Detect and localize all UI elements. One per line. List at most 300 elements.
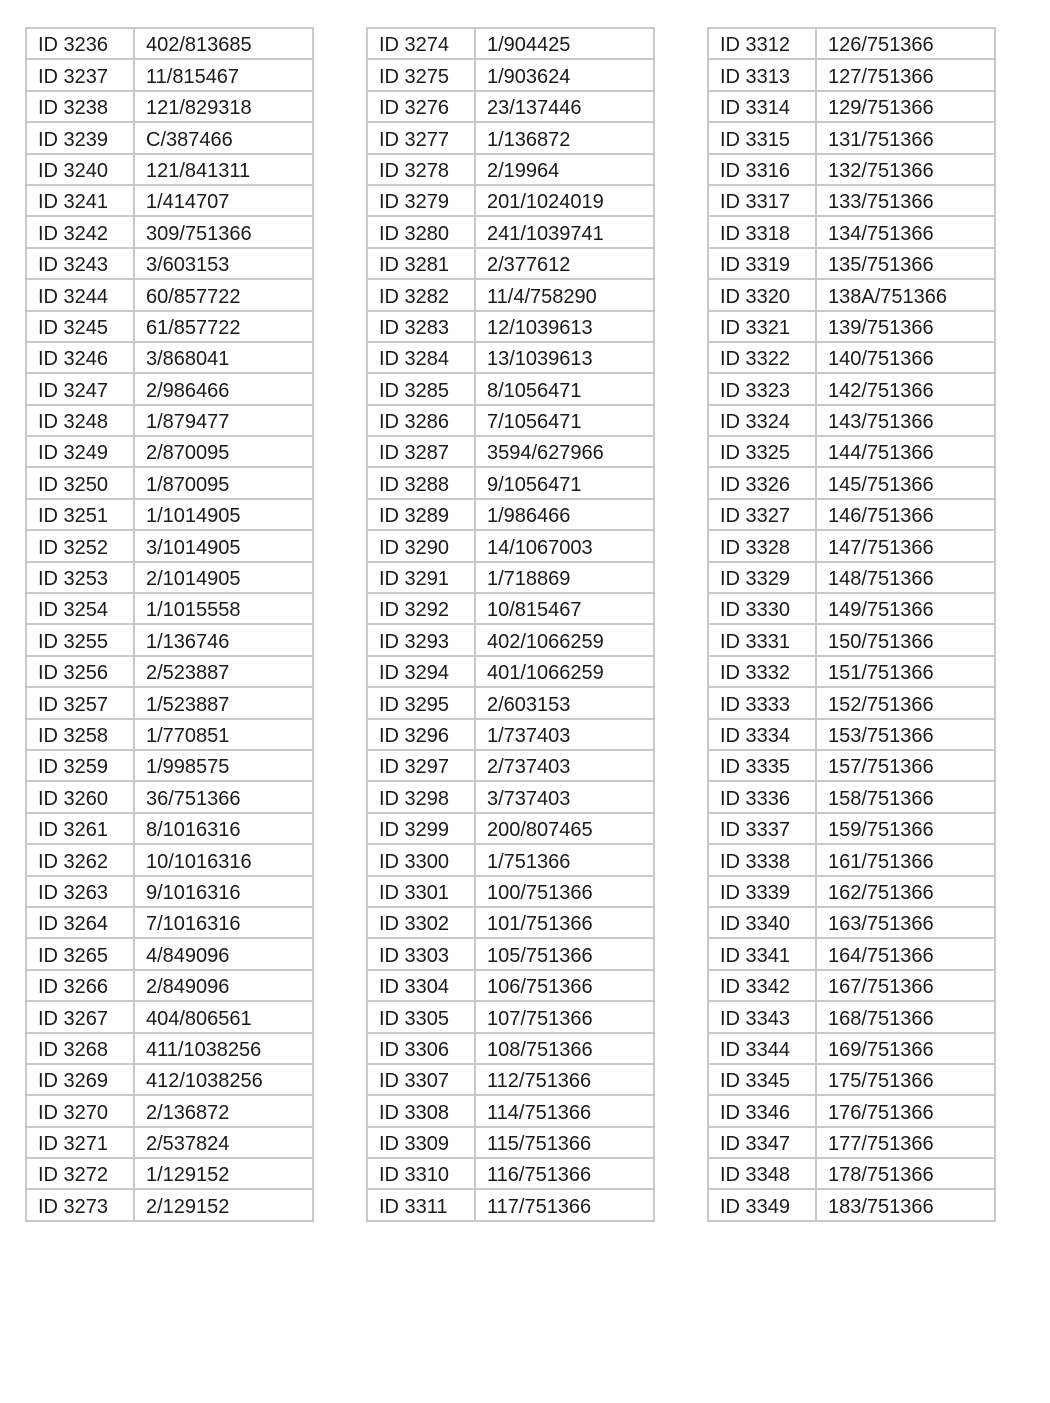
table-row — [367, 248, 654, 279]
table-row — [367, 1127, 654, 1158]
table-row — [367, 1001, 654, 1032]
id-cell: ID 3240 — [26, 154, 134, 185]
reference-cell: 9/1056471 — [475, 467, 654, 498]
reference-cell: 117/751366 — [475, 1189, 654, 1220]
id-cell: ID 3330 — [708, 593, 816, 624]
id-cell: ID 3253 — [26, 562, 134, 593]
id-cell: ID 3265 — [26, 938, 134, 969]
id-cell: ID 3286 — [367, 405, 475, 436]
table-row — [708, 593, 995, 624]
table-row — [367, 1033, 654, 1064]
table-row — [26, 562, 313, 593]
id-cell: ID 3281 — [367, 248, 475, 279]
reference-cell: 2/870095 — [134, 436, 313, 467]
reference-cell: 1/737403 — [475, 719, 654, 750]
id-cell: ID 3236 — [26, 28, 134, 59]
table-row — [367, 1158, 654, 1189]
reference-cell: 164/751366 — [816, 938, 995, 969]
id-cell: ID 3239 — [26, 122, 134, 153]
id-cell: ID 3336 — [708, 781, 816, 812]
table-row — [367, 970, 654, 1001]
reference-cell: 2/129152 — [134, 1189, 313, 1220]
id-cell: ID 3289 — [367, 499, 475, 530]
id-cell: ID 3337 — [708, 813, 816, 844]
reference-cell: 1/129152 — [134, 1158, 313, 1189]
id-cell: ID 3318 — [708, 216, 816, 247]
reference-cell: 1/904425 — [475, 28, 654, 59]
reference-cell: 106/751366 — [475, 970, 654, 1001]
reference-cell: 112/751366 — [475, 1064, 654, 1095]
id-cell: ID 3261 — [26, 813, 134, 844]
id-cell: ID 3327 — [708, 499, 816, 530]
id-cell: ID 3333 — [708, 687, 816, 718]
reference-cell: 114/751366 — [475, 1095, 654, 1126]
table-row — [367, 1095, 654, 1126]
id-cell: ID 3325 — [708, 436, 816, 467]
table-row — [367, 405, 654, 436]
table-row — [367, 216, 654, 247]
reference-cell: 1/1015558 — [134, 593, 313, 624]
reference-cell: 151/751366 — [816, 656, 995, 687]
table-row — [26, 1158, 313, 1189]
reference-cell: 402/1066259 — [475, 624, 654, 655]
reference-cell: 116/751366 — [475, 1158, 654, 1189]
table-row — [26, 185, 313, 216]
reference-cell: 11/4/758290 — [475, 279, 654, 310]
table-row — [708, 781, 995, 812]
id-cell: ID 3268 — [26, 1033, 134, 1064]
table-row — [708, 938, 995, 969]
reference-cell: 139/751366 — [816, 311, 995, 342]
table-row — [708, 530, 995, 561]
id-cell: ID 3287 — [367, 436, 475, 467]
reference-cell: 140/751366 — [816, 342, 995, 373]
id-cell: ID 3314 — [708, 91, 816, 122]
reference-cell: 2/377612 — [475, 248, 654, 279]
reference-cell: 10/1016316 — [134, 844, 313, 875]
id-cell: ID 3338 — [708, 844, 816, 875]
id-cell: ID 3321 — [708, 311, 816, 342]
table-row — [367, 781, 654, 812]
reference-cell: 2/523887 — [134, 656, 313, 687]
table-row — [367, 91, 654, 122]
table-row — [708, 467, 995, 498]
table-row — [708, 970, 995, 1001]
id-cell: ID 3244 — [26, 279, 134, 310]
table-row — [367, 750, 654, 781]
table-row — [708, 624, 995, 655]
reference-cell: 401/1066259 — [475, 656, 654, 687]
table-row — [367, 1189, 654, 1220]
id-cell: ID 3260 — [26, 781, 134, 812]
table-row — [367, 342, 654, 373]
id-cell: ID 3301 — [367, 876, 475, 907]
id-cell: ID 3346 — [708, 1095, 816, 1126]
id-cell: ID 3245 — [26, 311, 134, 342]
table-row — [708, 342, 995, 373]
reference-cell: 23/137446 — [475, 91, 654, 122]
table-row — [26, 813, 313, 844]
table-row — [367, 1064, 654, 1095]
id-cell: ID 3293 — [367, 624, 475, 655]
id-cell: ID 3339 — [708, 876, 816, 907]
id-cell: ID 3307 — [367, 1064, 475, 1095]
table-row — [367, 59, 654, 90]
table-row — [708, 248, 995, 279]
table-row — [26, 59, 313, 90]
reference-cell: 3594/627966 — [475, 436, 654, 467]
reference-cell: 1/870095 — [134, 467, 313, 498]
table-row — [367, 28, 654, 59]
table-row — [708, 750, 995, 781]
id-cell: ID 3254 — [26, 593, 134, 624]
reference-cell: 100/751366 — [475, 876, 654, 907]
table-row — [26, 624, 313, 655]
table-row — [708, 1189, 995, 1220]
table-row — [26, 436, 313, 467]
table-row — [367, 687, 654, 718]
table-row — [26, 1095, 313, 1126]
id-cell: ID 3323 — [708, 373, 816, 404]
id-cell: ID 3320 — [708, 279, 816, 310]
table-row — [26, 467, 313, 498]
reference-cell: 8/1016316 — [134, 813, 313, 844]
reference-cell: 1/1014905 — [134, 499, 313, 530]
id-cell: ID 3347 — [708, 1127, 816, 1158]
table-row — [708, 216, 995, 247]
reference-cell: 4/849096 — [134, 938, 313, 969]
reference-cell: 402/813685 — [134, 28, 313, 59]
reference-cell: 135/751366 — [816, 248, 995, 279]
table-row — [708, 311, 995, 342]
reference-cell: 8/1056471 — [475, 373, 654, 404]
reference-cell: 2/537824 — [134, 1127, 313, 1158]
table-row — [708, 844, 995, 875]
reference-cell: 9/1016316 — [134, 876, 313, 907]
id-cell: ID 3302 — [367, 907, 475, 938]
id-cell: ID 3257 — [26, 687, 134, 718]
id-cell: ID 3319 — [708, 248, 816, 279]
reference-cell: 167/751366 — [816, 970, 995, 1001]
table-row — [26, 719, 313, 750]
id-cell: ID 3276 — [367, 91, 475, 122]
id-cell: ID 3259 — [26, 750, 134, 781]
id-cell: ID 3341 — [708, 938, 816, 969]
reference-cell: 157/751366 — [816, 750, 995, 781]
id-cell: ID 3262 — [26, 844, 134, 875]
reference-cell: 1/136746 — [134, 624, 313, 655]
reference-cell: 3/737403 — [475, 781, 654, 812]
table-row — [26, 154, 313, 185]
reference-cell: 178/751366 — [816, 1158, 995, 1189]
id-cell: ID 3298 — [367, 781, 475, 812]
id-cell: ID 3241 — [26, 185, 134, 216]
table-row — [708, 436, 995, 467]
reference-cell: 1/523887 — [134, 687, 313, 718]
reference-cell: 12/1039613 — [475, 311, 654, 342]
id-cell: ID 3246 — [26, 342, 134, 373]
table-row — [367, 373, 654, 404]
reference-cell: 1/751366 — [475, 844, 654, 875]
id-cell: ID 3255 — [26, 624, 134, 655]
table-row — [26, 28, 313, 59]
table-row — [26, 907, 313, 938]
table-row — [26, 1127, 313, 1158]
id-cell: ID 3291 — [367, 562, 475, 593]
reference-cell: 145/751366 — [816, 467, 995, 498]
table-row — [708, 907, 995, 938]
table-row — [26, 1064, 313, 1095]
table-row — [26, 970, 313, 1001]
reference-cell: 149/751366 — [816, 593, 995, 624]
id-cell: ID 3266 — [26, 970, 134, 1001]
id-cell: ID 3248 — [26, 405, 134, 436]
id-cell: ID 3280 — [367, 216, 475, 247]
reference-cell: 1/136872 — [475, 122, 654, 153]
id-cell: ID 3329 — [708, 562, 816, 593]
reference-cell: 131/751366 — [816, 122, 995, 153]
reference-cell: 138A/751366 — [816, 279, 995, 310]
table-row — [26, 248, 313, 279]
reference-cell: 2/1014905 — [134, 562, 313, 593]
id-cell: ID 3311 — [367, 1189, 475, 1220]
table-row — [367, 530, 654, 561]
id-cell: ID 3294 — [367, 656, 475, 687]
reference-cell: 162/751366 — [816, 876, 995, 907]
reference-cell: 13/1039613 — [475, 342, 654, 373]
reference-cell: 158/751366 — [816, 781, 995, 812]
id-cell: ID 3285 — [367, 373, 475, 404]
table-row — [708, 1064, 995, 1095]
table-row — [708, 1158, 995, 1189]
table-row — [367, 279, 654, 310]
table-row — [708, 1001, 995, 1032]
table-row — [367, 122, 654, 153]
reference-cell: 163/751366 — [816, 907, 995, 938]
id-table-column-3 — [707, 27, 994, 1222]
table-row — [367, 624, 654, 655]
table-row — [26, 216, 313, 247]
reference-cell: 153/751366 — [816, 719, 995, 750]
reference-cell: 168/751366 — [816, 1001, 995, 1032]
id-table — [25, 27, 314, 1222]
id-cell: ID 3328 — [708, 530, 816, 561]
id-cell: ID 3282 — [367, 279, 475, 310]
reference-cell: 1/998575 — [134, 750, 313, 781]
reference-cell: 1/986466 — [475, 499, 654, 530]
id-cell: ID 3279 — [367, 185, 475, 216]
reference-cell: 404/806561 — [134, 1001, 313, 1032]
table-row — [708, 813, 995, 844]
reference-cell: 183/751366 — [816, 1189, 995, 1220]
table-row — [708, 656, 995, 687]
id-cell: ID 3256 — [26, 656, 134, 687]
table-row — [26, 1001, 313, 1032]
id-cell: ID 3316 — [708, 154, 816, 185]
table-row — [367, 844, 654, 875]
table-row — [26, 938, 313, 969]
id-cell: ID 3272 — [26, 1158, 134, 1189]
reference-cell: 241/1039741 — [475, 216, 654, 247]
table-row — [367, 876, 654, 907]
id-cell: ID 3251 — [26, 499, 134, 530]
id-cell: ID 3305 — [367, 1001, 475, 1032]
id-cell: ID 3264 — [26, 907, 134, 938]
reference-cell: 3/868041 — [134, 342, 313, 373]
id-cell: ID 3304 — [367, 970, 475, 1001]
reference-cell: 107/751366 — [475, 1001, 654, 1032]
id-cell: ID 3348 — [708, 1158, 816, 1189]
reference-cell: 121/841311 — [134, 154, 313, 185]
id-cell: ID 3343 — [708, 1001, 816, 1032]
id-cell: ID 3345 — [708, 1064, 816, 1095]
reference-cell: 11/815467 — [134, 59, 313, 90]
reference-cell: 1/718869 — [475, 562, 654, 593]
reference-cell: 3/1014905 — [134, 530, 313, 561]
table-row — [26, 405, 313, 436]
reference-cell: 2/849096 — [134, 970, 313, 1001]
reference-cell: 2/986466 — [134, 373, 313, 404]
id-cell: ID 3334 — [708, 719, 816, 750]
table-row — [708, 91, 995, 122]
id-cell: ID 3335 — [708, 750, 816, 781]
reference-cell: 121/829318 — [134, 91, 313, 122]
table-row — [708, 687, 995, 718]
id-cell: ID 3313 — [708, 59, 816, 90]
id-cell: ID 3258 — [26, 719, 134, 750]
id-cell: ID 3295 — [367, 687, 475, 718]
table-row — [708, 185, 995, 216]
reference-cell: 1/414707 — [134, 185, 313, 216]
id-table-column-2 — [366, 27, 653, 1222]
reference-cell: 108/751366 — [475, 1033, 654, 1064]
table-row — [367, 593, 654, 624]
table-row — [26, 750, 313, 781]
id-cell: ID 3275 — [367, 59, 475, 90]
id-cell: ID 3273 — [26, 1189, 134, 1220]
id-cell: ID 3263 — [26, 876, 134, 907]
table-row — [26, 1189, 313, 1220]
id-cell: ID 3315 — [708, 122, 816, 153]
id-cell: ID 3299 — [367, 813, 475, 844]
reference-cell: 201/1024019 — [475, 185, 654, 216]
table-row — [26, 687, 313, 718]
id-cell: ID 3278 — [367, 154, 475, 185]
id-cell: ID 3322 — [708, 342, 816, 373]
reference-cell: 10/815467 — [475, 593, 654, 624]
id-cell: ID 3344 — [708, 1033, 816, 1064]
table-row — [26, 876, 313, 907]
table-row — [367, 499, 654, 530]
reference-cell: 176/751366 — [816, 1095, 995, 1126]
id-cell: ID 3269 — [26, 1064, 134, 1095]
id-cell: ID 3271 — [26, 1127, 134, 1158]
id-cell: ID 3252 — [26, 530, 134, 561]
table-row — [26, 656, 313, 687]
reference-cell: C/387466 — [134, 122, 313, 153]
table-row — [708, 279, 995, 310]
reference-cell: 129/751366 — [816, 91, 995, 122]
id-cell: ID 3238 — [26, 91, 134, 122]
table-row — [708, 1127, 995, 1158]
reference-cell: 1/879477 — [134, 405, 313, 436]
reference-cell: 127/751366 — [816, 59, 995, 90]
table-row — [367, 154, 654, 185]
id-cell: ID 3306 — [367, 1033, 475, 1064]
table-row — [367, 562, 654, 593]
id-cell: ID 3243 — [26, 248, 134, 279]
reference-cell: 61/857722 — [134, 311, 313, 342]
table-row — [708, 499, 995, 530]
table-row — [708, 405, 995, 436]
reference-cell: 2/737403 — [475, 750, 654, 781]
id-table-column-1 — [25, 27, 312, 1222]
id-cell: ID 3267 — [26, 1001, 134, 1032]
reference-cell: 7/1056471 — [475, 405, 654, 436]
reference-cell: 411/1038256 — [134, 1033, 313, 1064]
id-cell: ID 3296 — [367, 719, 475, 750]
id-table — [366, 27, 655, 1222]
reference-cell: 1/770851 — [134, 719, 313, 750]
table-row — [367, 813, 654, 844]
id-cell: ID 3331 — [708, 624, 816, 655]
id-cell: ID 3300 — [367, 844, 475, 875]
reference-cell: 3/603153 — [134, 248, 313, 279]
id-cell: ID 3310 — [367, 1158, 475, 1189]
reference-cell: 2/603153 — [475, 687, 654, 718]
table-row — [708, 1095, 995, 1126]
reference-cell: 177/751366 — [816, 1127, 995, 1158]
reference-cell: 150/751366 — [816, 624, 995, 655]
reference-cell: 175/751366 — [816, 1064, 995, 1095]
table-row — [26, 91, 313, 122]
id-cell: ID 3303 — [367, 938, 475, 969]
id-cell: ID 3292 — [367, 593, 475, 624]
reference-cell: 200/807465 — [475, 813, 654, 844]
reference-cell: 161/751366 — [816, 844, 995, 875]
id-cell: ID 3324 — [708, 405, 816, 436]
id-cell: ID 3290 — [367, 530, 475, 561]
table-row — [708, 876, 995, 907]
table-row — [367, 311, 654, 342]
id-cell: ID 3317 — [708, 185, 816, 216]
table-row — [26, 781, 313, 812]
reference-cell: 126/751366 — [816, 28, 995, 59]
table-row — [26, 342, 313, 373]
id-cell: ID 3277 — [367, 122, 475, 153]
reference-cell: 309/751366 — [134, 216, 313, 247]
id-cell: ID 3270 — [26, 1095, 134, 1126]
reference-cell: 60/857722 — [134, 279, 313, 310]
table-row — [708, 1033, 995, 1064]
reference-cell: 105/751366 — [475, 938, 654, 969]
id-cell: ID 3340 — [708, 907, 816, 938]
reference-cell: 14/1067003 — [475, 530, 654, 561]
table-row — [26, 844, 313, 875]
table-row — [708, 373, 995, 404]
id-cell: ID 3288 — [367, 467, 475, 498]
reference-cell: 1/903624 — [475, 59, 654, 90]
reference-cell: 101/751366 — [475, 907, 654, 938]
id-cell: ID 3284 — [367, 342, 475, 373]
reference-cell: 147/751366 — [816, 530, 995, 561]
id-cell: ID 3326 — [708, 467, 816, 498]
table-row — [26, 373, 313, 404]
table-row — [26, 122, 313, 153]
reference-cell: 36/751366 — [134, 781, 313, 812]
id-cell: ID 3237 — [26, 59, 134, 90]
table-row — [367, 436, 654, 467]
